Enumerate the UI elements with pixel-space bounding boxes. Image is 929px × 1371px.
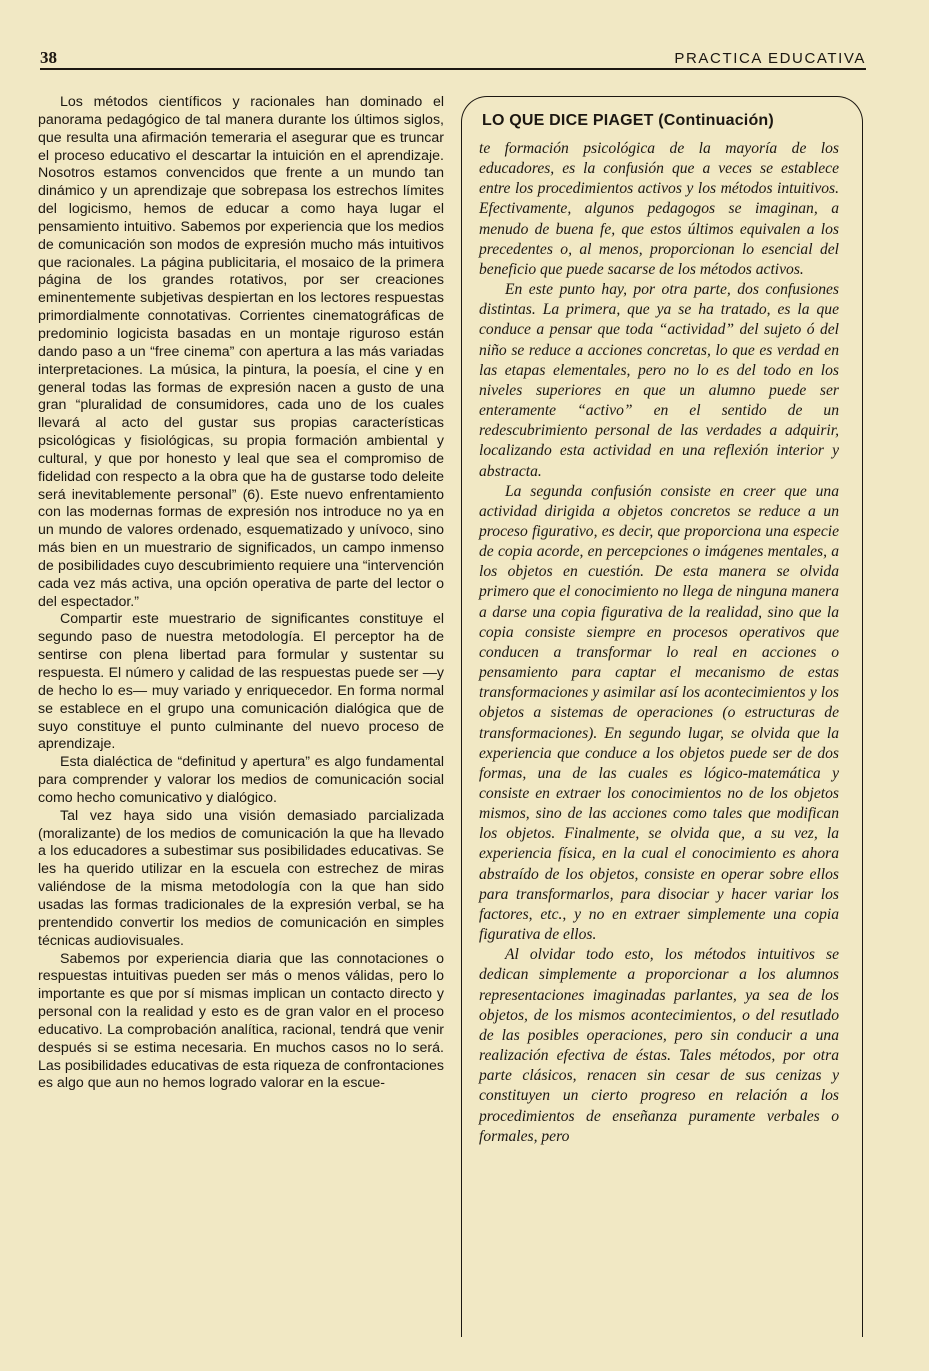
page-number: 38 [40, 48, 57, 67]
sidebar-column [479, 139, 839, 1147]
sidebar-paragraph: te formación psicológica de la mayoría de los educadores, es la confusión que a veces se establece entre los procedimientos activos y los métodos intuitivos. Efectivamente, algunos pedagogos se imaginan, a menudo de buena fe, que estos últimos equivalen a los precedentes o, al menos, proporcionan lo esencial del beneficio que puede sacarse de los métodos activos. [479, 140, 839, 278]
article-paragraph: Los métodos científicos y racionales han dominado el panorama pedagógico de tal manera durante los últimos siglos, que resulta una afirmación temeraria el asegurar que es truncar el proceso educativo el descartar la intuición en el aprendizaje. Nosotros estamos convencidos que frente a un mundo tan dinámico y un aprendizaje que sobrepasa los estrechos límites del logicismo, hemos de educar a como haya lugar el pensamiento intuitivo. Sabemos por experiencia que los medios de comunicación son modos de expresión mucho más intuitivos que racionales. La página publicitaria, el mosaico de la primera página de los grandes rotativos, por ser creaciones eminentemente subjetivas despiertan en los lectores respuestas primordialmente connotativas. Corrientes cinematográficas de predominio logicista basadas en un montaje riguroso están dando paso a un “free cinema” con apertura a las más variadas interpretaciones. La música, la pintura, la poesía, el cine y en general todas las formas de expresión nacen a gusto de una gran “pluralidad de consumidores, cada uno de los cuales llevará al acto del gustar sus propias características psicológicas y fisiológicas, su propia formación ambiental y cultural, y que por honesto y leal que sea el compromiso de fidelidad con respecto a la obra que ha de gustarse todo deleite será inevitablemente personal” (6). Este nuevo enfrentamiento con las modernas formas de expresión nos introduce no ya en un mundo de valores ordenado, esquematizado y unívoco, sino más bien en un muestrario de significados, un campo inmenso de posibilidades cuyo descubrimiento requiere una “intervención cada vez más activa, una opción operativa de parte del lector o del espectador.” [38, 94, 444, 610]
article-paragraph: Sabemos por experiencia diaria que las connotaciones o respuestas intuitivas pueden ser más o menos válidas, pero lo importante es que por sí mismas implican un contacto directo y personal con la realidad y esto es de gran valor en el proceso educativo. La comprobación analítica, racional, tendrá que venir después si se estima necesaria. En muchos casos no lo será. Las posibilidades educativas de esta riqueza de confrontaciones es algo que aun no hemos logrado valorar en la escue- [38, 950, 444, 1092]
main-article-column [38, 94, 444, 1093]
sidebar-title: LO QUE DICE PIAGET (Continuación) [482, 112, 774, 129]
page-header [40, 44, 866, 68]
running-title: PRACTICA EDUCATIVA [674, 50, 866, 67]
sidebar-paragraph: Al olvidar todo esto, los métodos intuitivos se dedican simplemente a proporcionar a los alumnos representaciones imaginadas parlantes, ya sea de los objetos, de los mismos acontecimientos, o del resutlado de las posibles operaciones, pero sin conducir a una realización efectiva de éstas. Tales métodos, por otra parte clásicos, renacen sin cesar de sus cenizas y constituyen un cierto progreso en relación a los procedimientos de enseñanza puramente verbales o formales, pero [479, 946, 839, 1145]
sidebar-paragraph: En este punto hay, por otra parte, dos confusiones distintas. La primera, que ya se ha tratado, es la que conduce a pensar que toda “actividad” del sujeto ó del niño se reduce a acciones concretas, lo que es verdad en las etapas elementales, pero no lo es del todo en los niveles superiores en que un alumno puede ser enteramente “activo” en el sentido de un redescubrimiento personal de las verdades a adquirir, localizando esta actividad en una reflexión interior y abstracta. [479, 281, 839, 480]
header-rule [40, 68, 866, 70]
article-paragraph: Tal vez haya sido una visión demasiado parcializada (moralizante) de los medios de comunicación la que ha llevado a los educadores a subestimar sus posibilidades educativas. Se les ha querido utilizar en la escuela con estrechez de miras valiéndose de la misma metodología con la que han sido usadas las formas tradicionales de la expresión verbal, se ha prentendido convertir los medios de comunicación en simples técnicas audiovisuales. [38, 807, 444, 949]
article-paragraph: Compartir este muestrario de significantes constituye el segundo paso de nuestra metodología. El perceptor ha de sentirse con plena libertad para formular y sustentar su respuesta. El número y calidad de las respuestas puede ser —y de hecho lo es— muy variado y enriquecedor. En forma normal se establece en el grupo una comunicación dialógica que de suyo constituye el punto culminante del nuevo proceso de aprendizaje. [38, 611, 444, 753]
article-paragraph: Esta dialéctica de “definitud y apertura” es algo fundamental para comprender y valorar los medios de comunicación social como hecho comunicativo y dialógico. [38, 754, 444, 806]
sidebar-paragraph: La segunda confusión consiste en creer que una actividad dirigida a objetos concretos se reduce a un proceso figurativo, es decir, que proporciona una especie de copia acorde, en percepciones o imágenes mentales, a los objetos en cuestión. De esta manera se olvida primero que el conocimiento no llega de ninguna manera a darse una copia figurativa de la realidad, sino que la copia consiste siempre en procesos operativos que conducen a transformar lo real en acciones o pensamiento para captar el mecanismo de estas transformaciones y asimilar así los acontecimientos y los objetos a sistemas de operaciones (o estructuras de transformaciones). En segundo lugar, se olvida que la experiencia que conduce a los objetos puede ser de dos formas, una de las cuales es lógico-matemática y consiste en extraer los conocimientos no de los objetos mismos, sino de las acciones como tales que modifican los objetos. Finalmente, se olvida que, a su vez, la experiencia física, en la cual el conocimiento es ahora abstraído de los objetos, consiste en operar sobre ellos para transformarlos, para disociar y hacer variar los factores, etc., y no en extraer simplemente una copia figurativa de ellos. [479, 482, 839, 944]
